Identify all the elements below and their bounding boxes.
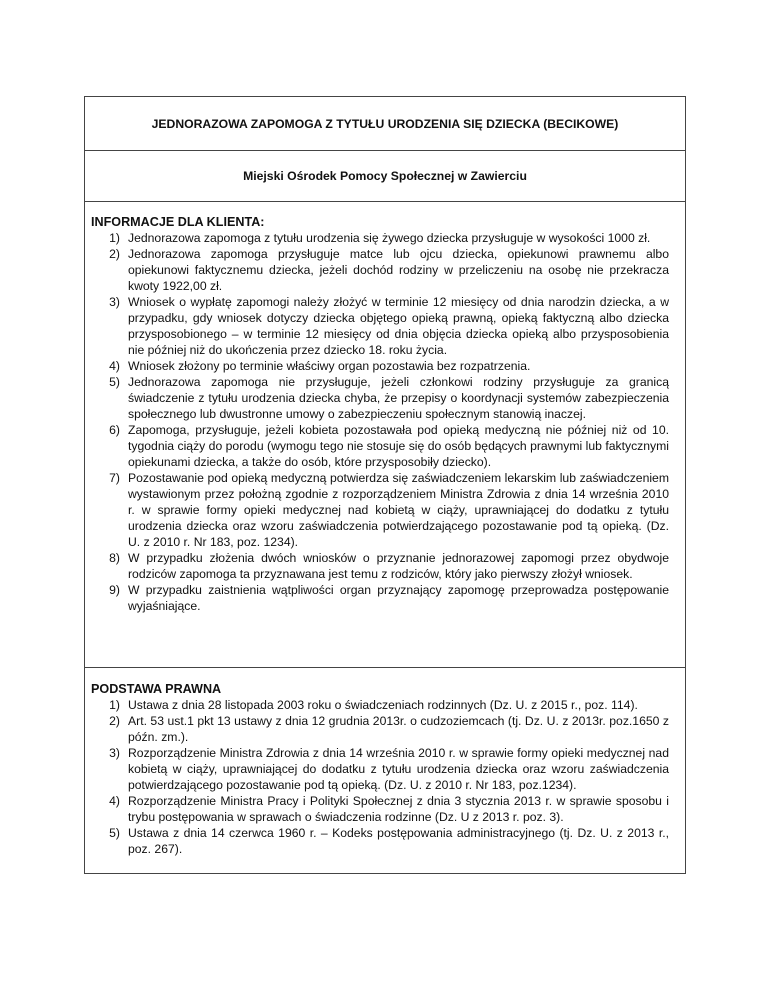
- item-text: Wniosek o wypłatę zapomogi należy złożyć w terminie 12 miesięcy od dnia narodzin dziecka, a w przypadku, gdy wniosek dotyczy dziecka objętego opieką prawną, opieką faktyczną albo dziecka przysposobionego – w terminie 12 miesięcy od dnia objęcia dziecka opieką albo przysposobienia nie później niż do ukończenia przez dziecko 18. roku życia.: [128, 295, 669, 357]
- item-number: 6): [109, 423, 120, 437]
- item-text: Jednorazowa zapomoga nie przysługuje, jeżeli członkowi rodziny przysługuje za granicą świadczenie z tytułu urodzenia dziecka chyba, że przepisy o koordynacji systemów zabezpieczenia społecznego lub dwustronne umowy o zabezpieczeniu społecznym stanowią inaczej.: [128, 375, 669, 421]
- document-title: JEDNORAZOWA ZAPOMOGA Z TYTUŁU URODZENIA SIĘ DZIECKA (BECIKOWE): [151, 116, 619, 131]
- list-item: [91, 697, 669, 713]
- item-text: W przypadku zaistnienia wątpliwości organ przyznający zapomogę przeprowadza postępowanie wyjaśniające.: [128, 583, 669, 613]
- item-number: 2): [109, 714, 120, 728]
- list-item: [91, 294, 669, 358]
- item-text: Zapomoga, przysługuje, jeżeli kobieta pozostawała pod opieką medyczną nie później niż od 10. tygodnia ciąży do porodu (wymogu tego nie stosuje się do osób będących prawnymi lub faktycznymi opiekunami dziecka, a także do osób, które przysposobiły dziecko).: [128, 423, 669, 469]
- list-item: [91, 374, 669, 422]
- item-number: 4): [109, 359, 120, 373]
- item-number: 4): [109, 794, 120, 808]
- list-item: [91, 230, 669, 246]
- item-number: 3): [109, 295, 120, 309]
- document-table: [84, 96, 686, 874]
- office-name: Miejski Ośrodek Pomocy Społecznej w Zawierciu: [243, 169, 527, 183]
- list-item: [91, 422, 669, 470]
- client-info-section: [85, 202, 685, 668]
- item-number: 5): [109, 375, 120, 389]
- list-item: [91, 470, 669, 550]
- legal-basis-section: [85, 668, 685, 873]
- client-info-list: [91, 230, 669, 614]
- client-info-heading: INFORMACJE DLA KLIENTA:: [91, 215, 265, 229]
- item-number: 2): [109, 247, 120, 261]
- item-text: Art. 53 ust.1 pkt 13 ustawy z dnia 12 grudnia 2013r. o cudzoziemcach (tj. Dz. U. z 2013r. poz.1650 z późn. zm.).: [128, 714, 669, 744]
- list-item: [91, 713, 669, 745]
- list-item: [91, 825, 669, 857]
- list-item: [91, 745, 669, 793]
- item-text: Ustawa z dnia 14 czerwca 1960 r. – Kodeks postępowania administracyjnego (tj. Dz. U. z 2013 r., poz. 267).: [128, 826, 669, 856]
- list-item: [91, 793, 669, 825]
- item-number: 8): [109, 551, 120, 565]
- list-item: [91, 582, 669, 614]
- item-text: Wniosek złożony po terminie właściwy organ pozostawia bez rozpatrzenia.: [128, 359, 531, 373]
- legal-basis-heading: PODSTAWA PRAWNA: [91, 682, 222, 696]
- item-text: Rozporządzenie Ministra Pracy i Polityki Społecznej z dnia 3 stycznia 2013 r. w sprawie sposobu i trybu postępowania w sprawach o świadczenia rodzinne (Dz. U z 2013 r. poz. 3).: [128, 794, 669, 824]
- item-text: Jednorazowa zapomoga z tytułu urodzenia się żywego dziecka przysługuje w wysokości 1000 zł.: [128, 231, 651, 245]
- item-text: Ustawa z dnia 28 listopada 2003 roku o świadczeniach rodzinnych (Dz. U. z 2015 r., poz. 114).: [128, 698, 638, 712]
- item-text: Jednorazowa zapomoga przysługuje matce lub ojcu dziecka, opiekunowi prawnemu albo opiekunowi faktycznemu dziecka, jeżeli dochód rodziny w przeliczeniu na osobę nie przekracza kwoty 1922,00 zł.: [128, 247, 669, 293]
- item-text: Pozostawanie pod opieką medyczną potwierdza się zaświadczeniem lekarskim lub zaświadczeniem wystawionym przez położną zgodnie z rozporządzeniem Ministra Zdrowia z dnia 14 września 2010 r. w sprawie formy opieki medycznej nad kobietą w ciąży, uprawniającej do dodatku z tytułu urodzenia dziecka oraz wzoru zaświadczenia potwierdzającego pozostawanie pod tą opieką. (Dz. U. z 2010 r. Nr 183, poz. 1234).: [128, 471, 669, 549]
- item-text: Rozporządzenie Ministra Zdrowia z dnia 14 września 2010 r. w sprawie formy opieki medycznej nad kobietą w ciąży, uprawniającej do dodatku z tytułu urodzenia dziecka oraz wzoru zaświadczenia potwierdzającego pozostawanie pod tą opieką. (Dz. U. z 2010 r. Nr 183, poz.1234).: [128, 746, 669, 792]
- list-item: [91, 358, 669, 374]
- legal-basis-list: [91, 697, 669, 857]
- item-number: 9): [109, 583, 120, 597]
- title-row: [85, 97, 685, 151]
- item-number: 7): [109, 471, 120, 485]
- item-number: 5): [109, 826, 120, 840]
- office-row: [85, 151, 685, 202]
- item-number: 1): [109, 231, 120, 245]
- list-item: [91, 246, 669, 294]
- item-number: 1): [109, 698, 120, 712]
- list-item: [91, 550, 669, 582]
- item-text: W przypadku złożenia dwóch wniosków o przyznanie jednorazowej zapomogi przez obydwoje rodziców zapomoga ta przyznawana jest temu z rodziców, który jako pierwszy złożył wniosek.: [128, 551, 669, 581]
- item-number: 3): [109, 746, 120, 760]
